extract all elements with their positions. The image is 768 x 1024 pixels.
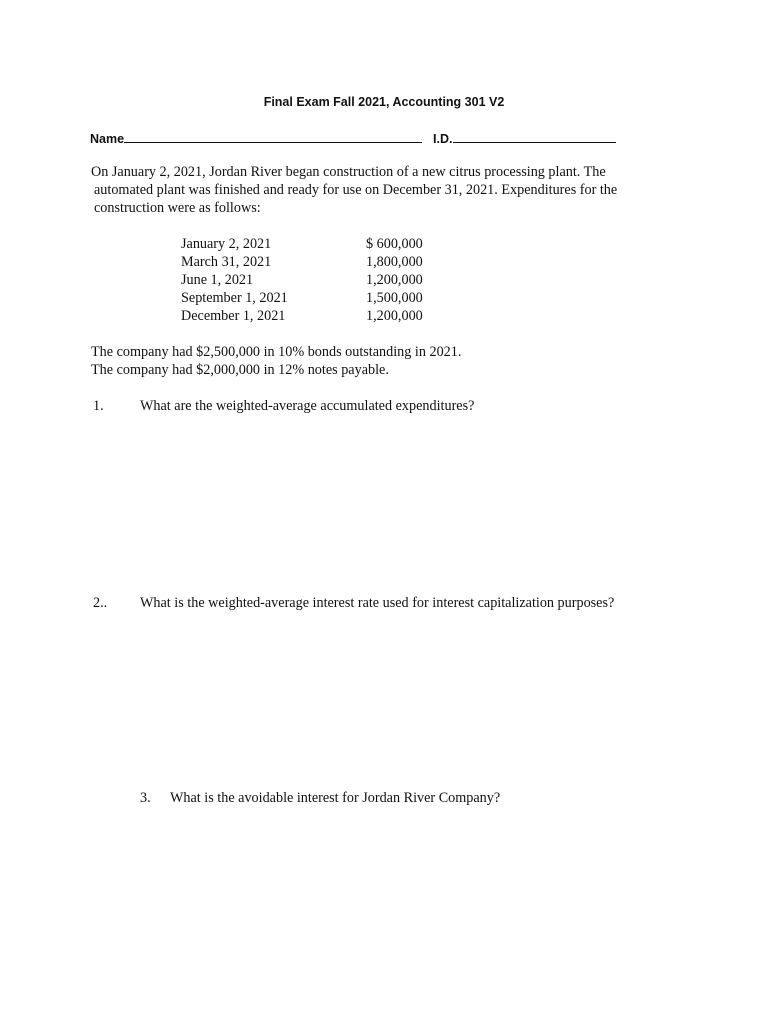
facts-paragraph bbox=[91, 343, 461, 379]
expenditure-amount: $ 600,000 bbox=[366, 236, 423, 252]
fact-line: The company had $2,500,000 in 10% bonds outstanding in 2021. bbox=[91, 344, 462, 360]
question-text: What is the weighted-average interest rate used for interest capitalization purposes? bbox=[140, 595, 615, 611]
expenditure-amount: 1,500,000 bbox=[366, 290, 423, 306]
name-blank-line[interactable] bbox=[124, 131, 422, 143]
question-number: 3. bbox=[140, 790, 151, 806]
expenditure-date: January 2, 2021 bbox=[181, 236, 272, 252]
question-number: 1. bbox=[93, 398, 104, 414]
expenditure-amount: 1,200,000 bbox=[366, 308, 423, 324]
fact-line: The company had $2,000,000 in 12% notes payable. bbox=[91, 362, 389, 378]
expenditure-row bbox=[181, 271, 441, 289]
id-blank-line[interactable] bbox=[453, 131, 616, 143]
page-title: Final Exam Fall 2021, Accounting 301 V2 bbox=[263, 95, 505, 109]
expenditure-row bbox=[181, 253, 441, 271]
question-number: 2.. bbox=[93, 595, 108, 611]
name-label: Name bbox=[90, 132, 125, 146]
expenditure-date: March 31, 2021 bbox=[181, 254, 272, 270]
expenditure-date: December 1, 2021 bbox=[181, 308, 286, 324]
question-text: What are the weighted-average accumulated expenditures? bbox=[140, 398, 475, 414]
question-text: What is the avoidable interest for Jordan River Company? bbox=[170, 790, 501, 806]
expenditure-date: September 1, 2021 bbox=[181, 290, 288, 306]
expenditure-amount: 1,200,000 bbox=[366, 272, 423, 288]
expenditure-amount: 1,800,000 bbox=[366, 254, 423, 270]
intro-line: On January 2, 2021, Jordan River began construction of a new citrus processing plant. The bbox=[91, 164, 606, 180]
expenditure-row bbox=[181, 307, 441, 325]
expenditure-row bbox=[181, 289, 441, 307]
expenditures-table bbox=[181, 235, 441, 325]
expenditure-row bbox=[181, 235, 441, 253]
intro-line: construction were as follows: bbox=[94, 200, 261, 216]
expenditure-date: June 1, 2021 bbox=[181, 272, 254, 288]
name-id-row bbox=[90, 131, 616, 146]
intro-paragraph bbox=[91, 163, 671, 217]
id-label: I.D. bbox=[433, 132, 453, 146]
intro-line: automated plant was finished and ready for use on December 31, 2021. Expenditures for the bbox=[94, 182, 618, 198]
